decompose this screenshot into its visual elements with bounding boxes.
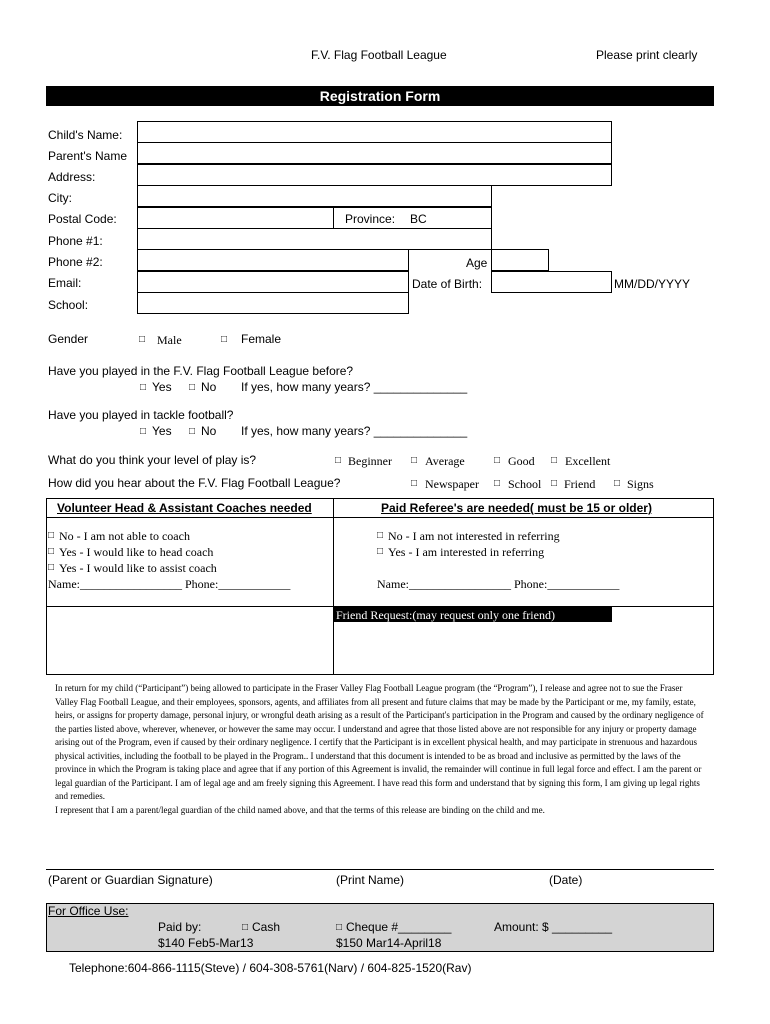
level-excellent-checkbox[interactable]: □ — [551, 455, 558, 466]
friend-request-input[interactable] — [334, 622, 713, 674]
city-input[interactable] — [137, 185, 492, 207]
coach-no-checkbox[interactable]: □ — [48, 530, 55, 541]
played-flag-no-label: No — [201, 380, 217, 394]
parent-name-label: Parent's Name — [48, 149, 127, 163]
heard-school-label: School — [508, 477, 542, 491]
level-average-label: Average — [425, 454, 465, 468]
postal-code-label: Postal Code: — [48, 212, 117, 226]
address-input[interactable] — [137, 164, 612, 186]
coach-name-phone[interactable]: Name:_________________ Phone:____________ — [48, 577, 291, 591]
paid-by-label: Paid by: — [158, 920, 202, 934]
played-tackle-yes-label: Yes — [152, 424, 172, 438]
coach-head-label: Yes - I would like to head coach — [59, 545, 214, 559]
referee-no-checkbox[interactable]: □ — [377, 530, 384, 541]
cash-label: Cash — [252, 920, 281, 934]
parent-name-input[interactable] — [137, 142, 612, 164]
gender-label: Gender — [48, 332, 89, 346]
played-tackle-no-checkbox[interactable]: □ — [189, 426, 196, 437]
heard-school-checkbox[interactable]: □ — [494, 478, 501, 489]
province-value: BC — [410, 212, 427, 226]
email-input[interactable] — [137, 271, 409, 293]
cheque-checkbox[interactable]: □ — [336, 922, 343, 933]
release-paragraph: In return for my child (“Participant”) being allowed to participate in the Fraser Valley Flag Football League program (the “Program”), I release and agree not to sue the Fraser Valley Flag Football League, and their employees, sponsors, agents, and affiliates from all present and future claims that may be made by the Participant or me, my family, estate, heirs, or assigns for property damage, personal injury, or wrongful death arising as a result of the Participant's participation in the Program and caused by the ordinary negligence of the parties listed above, wherever, whenever, or however the same may occur. I understand and agree that those listed above are not responsible for any injury or property damage arising out of the Program, even if caused by their ordinary negligence. I certify that the Participant is in excellent physical health, and may participate in strenuous and hazardous physical activities, including the football to be played in the Program.. I understand that this document is intended to be as broad and inclusive as permitted by the laws of the province in which the Program is taking place and agree that if any portion of this Agreement is invalid, the remainder will continue in full legal force and effect. I am the parent or legal guardian of the Participant. I am of legal age and am freely signing this Agreement. I have read this form and understand that by signing this form, I am giving up legal rights and remedies. — [55, 683, 704, 801]
level-good-label: Good — [508, 454, 535, 468]
telephone-contacts: Telephone:604-866-1115(Steve) / 604-308-5761(Narv) / 604-825-1520(Rav) — [69, 961, 472, 975]
print-clearly-note: Please print clearly — [596, 48, 698, 62]
played-flag-question: Have you played in the F.V. Flag Football League before? — [48, 364, 354, 378]
signature-line[interactable] — [46, 869, 714, 870]
release-text — [55, 682, 705, 817]
referees-heading: Paid Referee's are needed( must be 15 or older) — [381, 501, 652, 515]
male-label: Male — [157, 333, 182, 347]
heard-newspaper-checkbox[interactable]: □ — [411, 478, 418, 489]
level-average-checkbox[interactable]: □ — [411, 455, 418, 466]
postal-code-input[interactable] — [137, 207, 334, 229]
level-beginner-checkbox[interactable]: □ — [335, 455, 342, 466]
dob-input[interactable] — [491, 271, 612, 293]
played-tackle-no-label: No — [201, 424, 217, 438]
address-label: Address: — [48, 170, 96, 184]
school-label: School: — [48, 298, 89, 312]
coaches-heading: Volunteer Head & Assistant Coaches needed — [57, 501, 312, 515]
level-beginner-label: Beginner — [348, 454, 392, 468]
phone2-input[interactable] — [137, 249, 409, 271]
cheque-label[interactable]: Cheque #________ — [346, 920, 452, 934]
played-flag-years[interactable]: If yes, how many years? ______________ — [241, 380, 468, 394]
phone1-label: Phone #1: — [48, 234, 103, 248]
province-label: Province: — [345, 212, 396, 226]
coach-head-checkbox[interactable]: □ — [48, 546, 55, 557]
heard-friend-checkbox[interactable]: □ — [551, 478, 558, 489]
played-tackle-years[interactable]: If yes, how many years? ______________ — [241, 424, 468, 438]
age-input[interactable] — [491, 249, 549, 271]
office-use-label: For Office Use: — [48, 904, 129, 918]
child-name-label: Child's Name: — [48, 128, 123, 142]
email-label: Email: — [48, 276, 82, 290]
heard-signs-label: Signs — [627, 477, 654, 491]
female-label: Female — [241, 332, 282, 346]
played-tackle-question: Have you played in tackle football? — [48, 408, 234, 422]
dob-format: MM/DD/YYYY — [614, 277, 691, 291]
form-title: Registration Form — [46, 86, 714, 106]
referee-name-phone[interactable]: Name:_________________ Phone:____________ — [377, 577, 620, 591]
amount-label[interactable]: Amount: $ _________ — [494, 920, 613, 934]
city-label: City: — [48, 191, 72, 205]
level-excellent-label: Excellent — [565, 454, 611, 468]
heard-question: How did you hear about the F.V. Flag Football League? — [48, 476, 341, 490]
age-label: Age — [466, 256, 488, 270]
date-label: (Date) — [549, 873, 583, 887]
child-name-input[interactable] — [137, 121, 612, 143]
level-good-checkbox[interactable]: □ — [494, 455, 501, 466]
print-name-label: (Print Name) — [336, 873, 405, 887]
parent-signature-label: (Parent or Guardian Signature) — [48, 873, 213, 887]
referee-yes-checkbox[interactable]: □ — [377, 546, 384, 557]
played-flag-yes-label: Yes — [152, 380, 172, 394]
male-checkbox[interactable]: □ — [139, 334, 146, 345]
release-representation: I represent that I am a parent/legal guardian of the child named above, and that the terms of this release are binding on the child and me. — [55, 804, 545, 815]
coach-no-label: No - I am not able to coach — [59, 529, 190, 543]
played-flag-no-checkbox[interactable]: □ — [189, 382, 196, 393]
level-question: What do you think your level of play is? — [48, 453, 257, 467]
referee-yes-label: Yes - I am interested in referring — [388, 545, 545, 559]
heard-newspaper-label: Newspaper — [425, 477, 479, 491]
coach-assist-checkbox[interactable]: □ — [48, 562, 55, 573]
heard-signs-checkbox[interactable]: □ — [614, 478, 621, 489]
league-name: F.V. Flag Football League — [311, 48, 447, 62]
female-checkbox[interactable]: □ — [221, 334, 228, 345]
fee-early: $140 Feb5-Mar13 — [158, 936, 254, 950]
friend-request-label: Friend Request:(may request only one friend) — [336, 608, 555, 622]
table-divider — [46, 517, 714, 518]
fee-late: $150 Mar14-April18 — [336, 936, 442, 950]
cash-checkbox[interactable]: □ — [242, 922, 249, 933]
phone1-input[interactable] — [137, 228, 492, 250]
heard-friend-label: Friend — [564, 477, 596, 491]
played-flag-yes-checkbox[interactable]: □ — [140, 382, 147, 393]
referee-no-label: No - I am not interested in referring — [388, 529, 560, 543]
phone2-label: Phone #2: — [48, 255, 103, 269]
coach-assist-label: Yes - I would like to assist coach — [59, 561, 217, 575]
dob-label: Date of Birth: — [412, 277, 483, 291]
school-input[interactable] — [137, 292, 409, 314]
played-tackle-yes-checkbox[interactable]: □ — [140, 426, 147, 437]
